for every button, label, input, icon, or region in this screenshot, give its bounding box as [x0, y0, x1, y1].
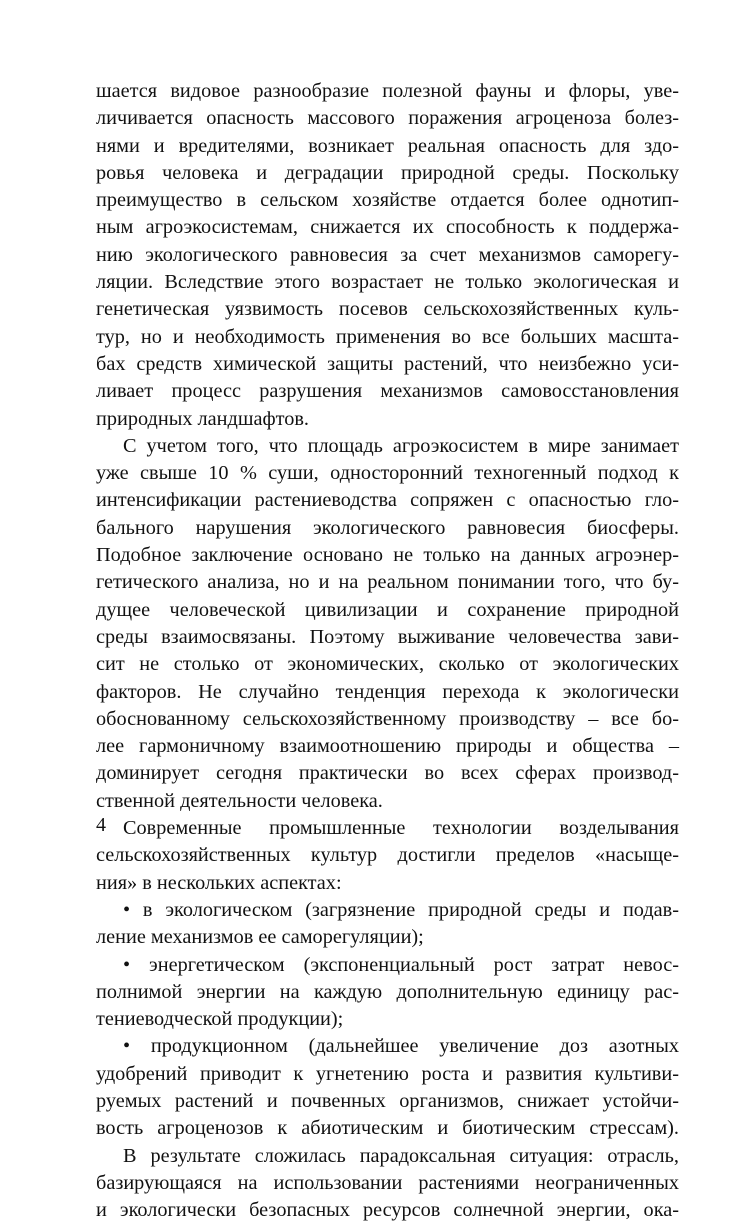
text-line: нию экологического равновесия за счет механизмов саморегу-: [96, 243, 679, 266]
bullet-line: • энергетическом (экспоненциальный рост затрат невос-: [123, 953, 679, 976]
text-line: тениеводческой продукции);: [96, 1008, 344, 1031]
text-line: тур, но и необходимость применения во все больших масшта-: [96, 325, 679, 348]
text-line: вость агроценозов к абиотическим и биотическим стрессам).: [96, 1117, 679, 1140]
text-line: руемых растений и почвенных организмов, снижает устойчи-: [96, 1089, 679, 1112]
text-line: ливает процесс разрушения механизмов самовосстановления: [96, 380, 679, 403]
text-line: удобрений приводит к угнетению роста и развития культиви-: [96, 1062, 679, 1085]
text-line: С учетом того, что площадь агроэкосистем в мире занимает: [123, 434, 679, 457]
text-line: лее гармоничному взаимоотношению природы и общества –: [96, 735, 679, 758]
text-line: ным агроэкосистемам, снижается их способность к поддержа-: [96, 216, 679, 239]
text-line: среды взаимосвязаны. Поэтому выживание человечества зави-: [96, 625, 679, 648]
text-line: полнимой энергии на каждую дополнительную единицу рас-: [96, 980, 679, 1003]
text-line: базирующаяся на использовании растениями неограниченных: [96, 1171, 679, 1194]
body-text: [96, 78, 679, 1224]
text-line: интенсификации растениеводства сопряжен с опасностью гло-: [96, 489, 679, 512]
page-number: 4: [96, 814, 106, 836]
text-line: дущее человеческой цивилизации и сохранение природной: [96, 598, 679, 621]
text-line: доминирует сегодня практически во всех сферах производ-: [96, 762, 679, 785]
bullet-line: • в экологическом (загрязнение природной среды и подав-: [123, 898, 679, 921]
text-line: ния» в нескольких аспектах:: [96, 871, 342, 894]
text-line: гетического анализа, но и на реальном понимании того, что бу-: [96, 571, 679, 594]
text-line: бах средств химической защиты растений, что неизбежно уси-: [96, 352, 679, 375]
text-line: и экологически безопасных ресурсов солнечной энергии, ока-: [96, 1199, 679, 1222]
text-line: ляции. Вследствие этого возрастает не только экологическая и: [96, 271, 679, 294]
text-line: Подобное заключение основано не только на данных агроэнер-: [96, 544, 679, 567]
bullet-line: • продукционном (дальнейшее увеличение доз азотных: [123, 1035, 679, 1058]
text-line: ственной деятельности человека.: [96, 789, 383, 812]
text-line: шается видовое разнообразие полезной фауны и флоры, уве-: [96, 80, 679, 102]
text-line: ление механизмов ее саморегуляции);: [96, 926, 424, 949]
text-line: обоснованному сельскохозяйственному производству – все бо-: [96, 707, 679, 730]
text-line: природных ландшафтов.: [96, 407, 309, 430]
text-line: Современные промышленные технологии возделывания: [123, 817, 679, 840]
text-line: В результате сложилась парадоксальная ситуация: отрасль,: [123, 1144, 679, 1167]
text-line: факторов. Не случайно тенденция перехода к экологически: [96, 680, 679, 703]
text-line: преимущество в сельском хозяйстве отдается более однотип-: [96, 189, 679, 212]
text-line: бального нарушения экологического равновесия биосферы.: [96, 516, 679, 539]
text-line: сельскохозяйственных культур достигли пределов «насыще-: [96, 844, 679, 867]
text-line: уже свыше 10 % суши, односторонний техногенный подход к: [96, 462, 679, 485]
text-line: личивается опасность массового поражения агроценоза болез-: [96, 107, 679, 130]
text-line: нями и вредителями, возникает реальная опасность для здо-: [96, 134, 679, 157]
text-line: генетическая уязвимость посевов сельскохозяйственных куль-: [96, 298, 679, 321]
text-line: сит не столько от экономических, сколько от экологических: [96, 653, 679, 676]
text-line: ровья человека и деградации природной среды. Поскольку: [96, 161, 679, 184]
